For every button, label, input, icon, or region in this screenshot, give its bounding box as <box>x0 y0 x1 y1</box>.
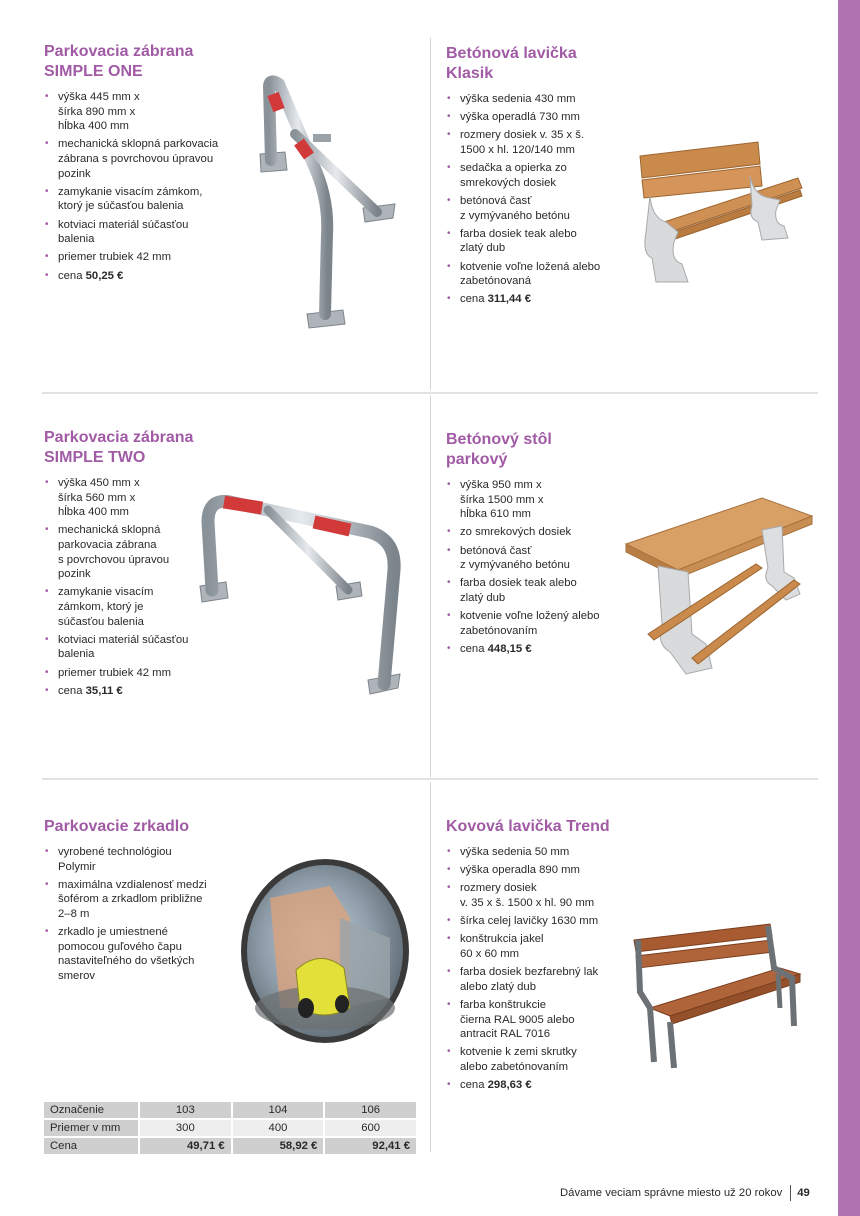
product-title: Parkovacia zábrana SIMPLE TWO <box>44 429 194 466</box>
price-item <box>44 269 244 284</box>
price-item <box>44 684 204 699</box>
product-bench-klasik <box>446 44 626 310</box>
spec-item: • betónová časť z vymývaného betónu <box>446 194 626 223</box>
spec-item: • zrkadlo je umiestnené pomocou guľového čapu nastaviteľného do všetkých smerov <box>44 925 244 983</box>
spec-item: • výška operadla 890 mm <box>446 863 626 878</box>
product-title: Parkovacie zrkadlo <box>44 818 189 835</box>
spec-item: • vyrobené technológiou Polymir <box>44 845 244 874</box>
spec-item: • priemer trubiek 42 mm <box>44 666 204 681</box>
spec-item: • kotviaci materiál súčasťou balenia <box>44 633 204 662</box>
row-divider-2 <box>42 778 818 780</box>
table-cell: 104 <box>233 1102 324 1118</box>
price-value: 298,63 € <box>487 1079 532 1092</box>
spec-list <box>44 845 244 984</box>
spec-item: • rozmery dosiek v. 35 x š. 1500 x hl. 90 mm <box>446 881 626 910</box>
product-simple-one <box>44 42 244 287</box>
product-title: Parkovacia zábrana SIMPLE ONE <box>44 43 194 80</box>
spec-item: • farba dosiek teak alebo zlatý dub <box>446 576 626 605</box>
spec-item: • sedačka a opierka zo smrekových dosiek <box>446 161 626 190</box>
spec-item: • kotvenie voľne ložený alebo zabetónovaním <box>446 609 626 638</box>
spec-item: • kotviaci materiál súčasťou balenia <box>44 218 244 247</box>
spec-item: • kotvenie voľne ložená alebo zabetónovaná <box>446 260 626 289</box>
row-label: Priemer v mm <box>44 1120 138 1136</box>
footer-slogan: Dávame veciam správne miesto už 20 rokov <box>560 1186 783 1199</box>
spec-item: • výška sedenia 430 mm <box>446 92 626 107</box>
price-label: cena <box>460 1079 488 1092</box>
table-row <box>44 1138 416 1154</box>
table-cell: 58,92 € <box>233 1138 324 1154</box>
product-parking-mirror <box>44 817 244 987</box>
spec-item: • farba dosiek teak alebo zlatý dub <box>446 227 626 256</box>
spec-item: • farba dosiek bezfarebný lak alebo zlatý dub <box>446 965 626 994</box>
product-metal-bench-trend <box>446 817 626 1096</box>
spec-item: • šírka celej lavičky 1630 mm <box>446 914 626 929</box>
spec-item: • mechanická sklopná parkovacia zábrana s povrchovou úpravou pozink <box>44 137 244 181</box>
product-title: Kovová lavička Trend <box>446 818 610 835</box>
concrete-table-icon <box>622 494 814 684</box>
mirror-price-table <box>42 1100 418 1156</box>
table-cell: 106 <box>325 1102 416 1118</box>
product-title: Betónový stôl parkový <box>446 431 552 468</box>
page-number: 49 <box>797 1186 810 1199</box>
table-cell: 92,41 € <box>325 1138 416 1154</box>
spec-item: • maximálna vzdialenosť medzi šoférom a zrkadlom približne 2–8 m <box>44 878 244 922</box>
convex-mirror-icon <box>240 858 410 1044</box>
column-divider-1 <box>430 38 431 390</box>
parking-barrier-two-icon <box>198 494 408 702</box>
footer-separator <box>790 1185 791 1201</box>
table-cell: 400 <box>233 1120 324 1136</box>
spec-item: • výška 450 mm x šírka 560 mm x hĺbka 400 mm <box>44 476 204 520</box>
concrete-bench-icon <box>630 136 805 286</box>
price-label: cena <box>460 642 488 655</box>
side-stripe <box>838 0 860 1216</box>
spec-list <box>44 476 204 698</box>
table-cell: 103 <box>140 1102 231 1118</box>
metal-bench-icon <box>630 922 804 1070</box>
price-item <box>446 292 626 307</box>
price-value: 35,11 € <box>85 684 123 697</box>
price-item <box>446 1078 626 1093</box>
price-label: cena <box>460 293 488 306</box>
row-label: Označenie <box>44 1102 138 1118</box>
spec-item: • výška operadlá 730 mm <box>446 110 626 125</box>
spec-item: • výška sedenia 50 mm <box>446 845 626 860</box>
product-title: Betónová lavička Klasik <box>446 45 577 82</box>
price-label: cena <box>58 269 86 282</box>
price-value: 448,15 € <box>487 642 532 655</box>
row-label: Cena <box>44 1138 138 1154</box>
price-value: 311,44 € <box>487 293 531 306</box>
spec-item: • mechanická sklopná parkovacia zábrana s povrchovou úpravou pozink <box>44 523 204 581</box>
spec-item: • zamykanie visacím zámkom, ktorý je súčasťou balenia <box>44 585 204 629</box>
product-concrete-table <box>446 430 626 660</box>
price-value: 50,25 € <box>85 269 124 282</box>
table-cell: 600 <box>325 1120 416 1136</box>
spec-item: • konštrukcia jakel 60 x 60 mm <box>446 932 626 961</box>
spec-item: • rozmery dosiek v. 35 x š. 1500 x hl. 120/140 mm <box>446 128 626 157</box>
spec-list <box>446 845 626 1093</box>
table-cell: 300 <box>140 1120 231 1136</box>
parking-barrier-one-icon <box>255 74 405 332</box>
spec-item: • priemer trubiek 42 mm <box>44 250 244 265</box>
spec-list <box>446 478 626 657</box>
spec-item: • farba konštrukcie čierna RAL 9005 alebo antracit RAL 7016 <box>446 998 626 1042</box>
spec-item: • zo smrekových dosiek <box>446 525 626 540</box>
spec-item: • výška 445 mm x šírka 890 mm x hĺbka 400 mm <box>44 90 244 134</box>
spec-list <box>446 92 626 307</box>
column-divider-2 <box>430 395 431 777</box>
table-row <box>44 1120 416 1136</box>
table-row <box>44 1102 416 1118</box>
spec-item: • výška 950 mm x šírka 1500 mm x hĺbka 610 mm <box>446 478 626 522</box>
spec-list <box>44 90 244 283</box>
spec-item: • kotvenie k zemi skrutky alebo zabetónovaním <box>446 1045 626 1074</box>
spec-item: • betónová časť z vymývaného betónu <box>446 544 626 573</box>
table-cell: 49,71 € <box>140 1138 231 1154</box>
column-divider-3 <box>430 782 431 1152</box>
product-simple-two <box>44 428 204 702</box>
row-divider-1 <box>42 392 818 394</box>
price-item <box>446 642 626 657</box>
page-footer <box>560 1185 810 1201</box>
spec-item: • zamykanie visacím zámkom, ktorý je súčasťou balenia <box>44 185 244 214</box>
price-label: cena <box>58 684 86 697</box>
